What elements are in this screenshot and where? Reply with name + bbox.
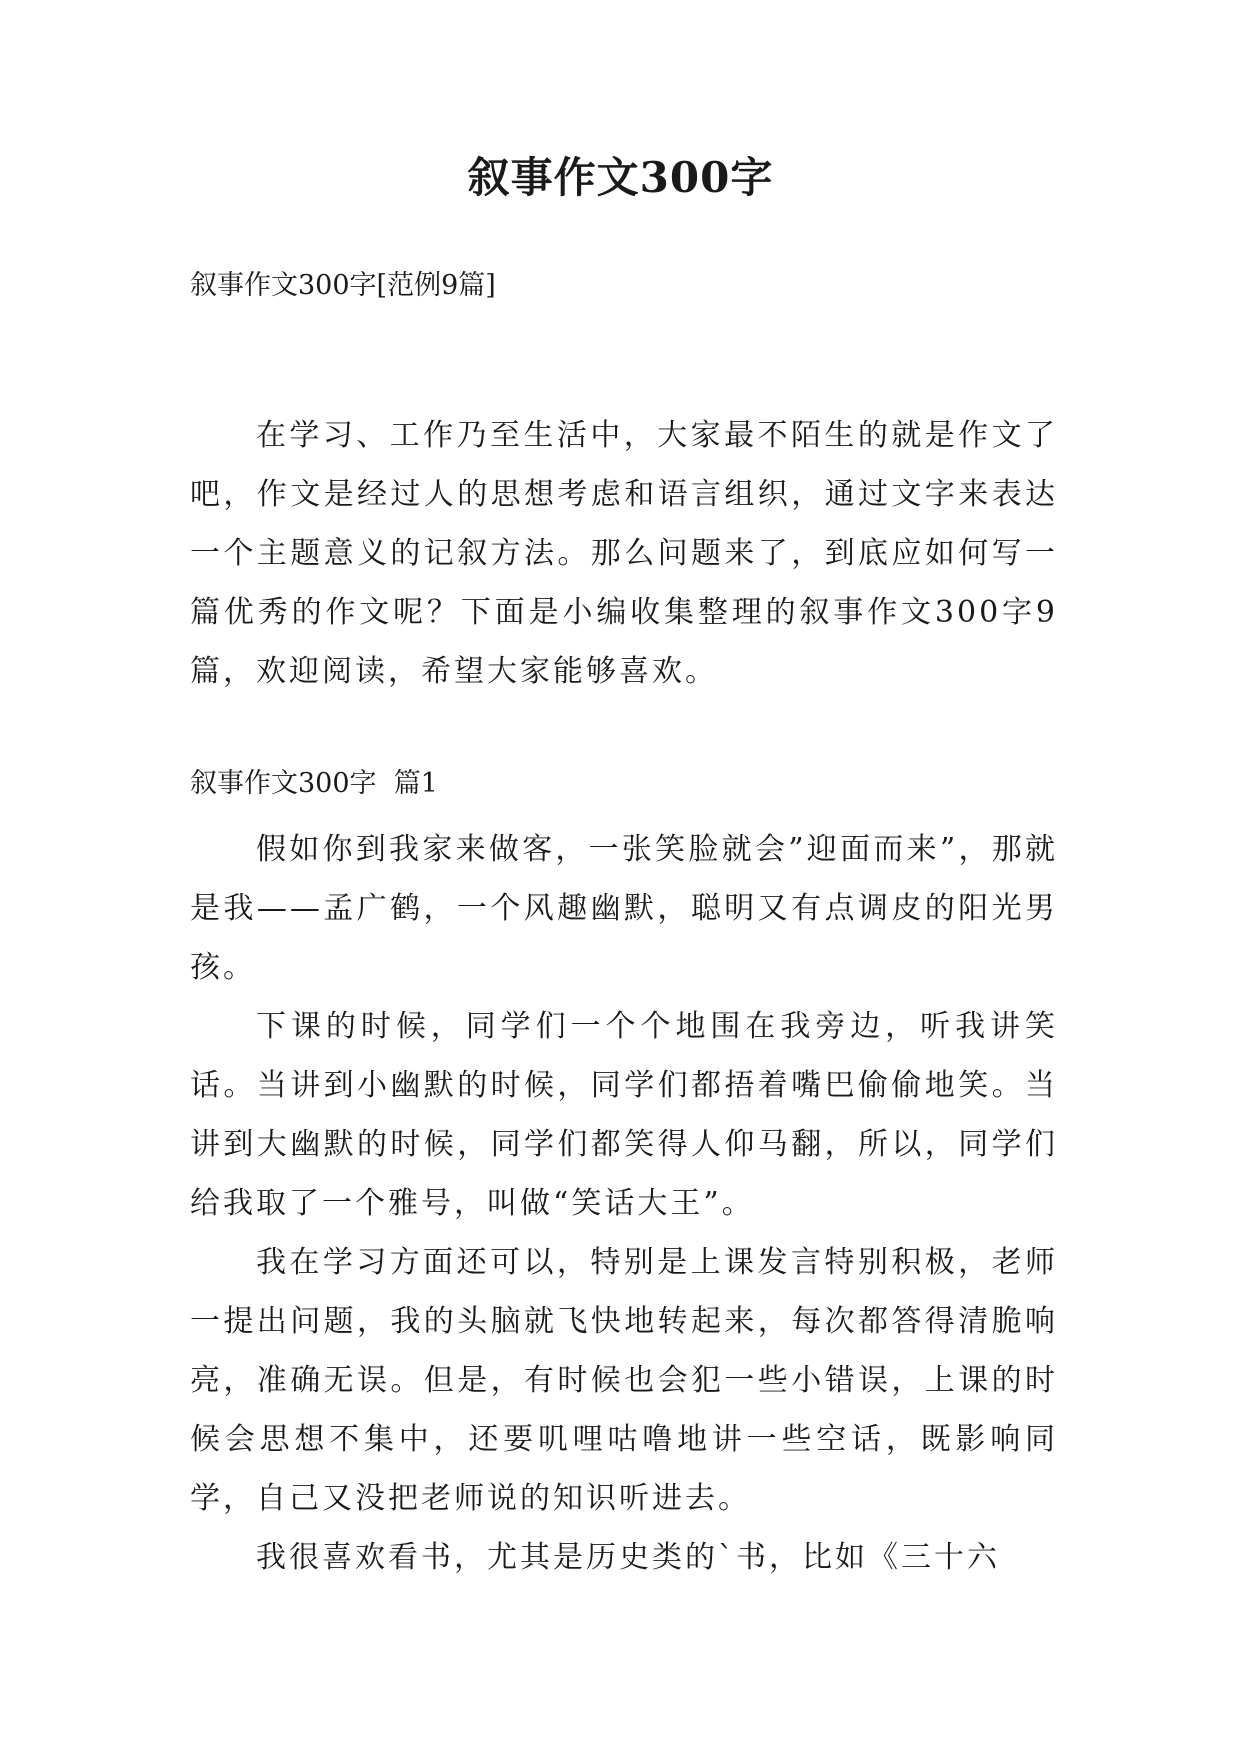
body-paragraph: 假如你到我家来做客，一张笑脸就会”迎面而来”，那就是我——孟广鹤，一个风趣幽默，聪明又有点调皮的阳光男孩。 — [190, 832, 1058, 985]
body-paragraph: 我在学习方面还可以，特别是上课发言特别积极，老师一提出问题，我的头脑就飞快地转起来，每次都答得清脆响亮，准确无误。但是，有时候也会犯一些小错误，上课的时候会思想不集中，还要叽哩咕噜地讲一些空话，既影响同学，自己又没把老师说的知识听进去。 — [190, 1245, 1058, 1516]
body-paragraph: 我很喜欢看书，尤其是历史类的`书，比如《三十六 — [256, 1540, 1000, 1575]
essay-body — [190, 820, 1058, 1587]
body-paragraph: 下课的时候，同学们一个个地围在我旁边，听我讲笑话。当讲到小幽默的时候，同学们都捂着嘴巴偷偷地笑。当讲到大幽默的时候，同学们都笑得人仰马翻，所以，同学们给我取了一个雅号，叫做“笑话大王”。 — [190, 1009, 1058, 1221]
intro-paragraph: 在学习、工作乃至生活中，大家最不陌生的就是作文了吧，作文是经过人的思想考虑和语言组织，通过文字来表达一个主题意义的记叙方法。那么问题来了，到底应如何写一篇优秀的作文呢？下面是小编收集整理的叙事作文300字9篇，欢迎阅读，希望大家能够喜欢。 — [190, 418, 1058, 689]
section-heading: 叙事作文300字 篇1 — [190, 768, 438, 799]
document-title: 叙事作文300字 — [467, 153, 774, 202]
document-subtitle: 叙事作文300字[范例9篇] — [190, 270, 496, 301]
